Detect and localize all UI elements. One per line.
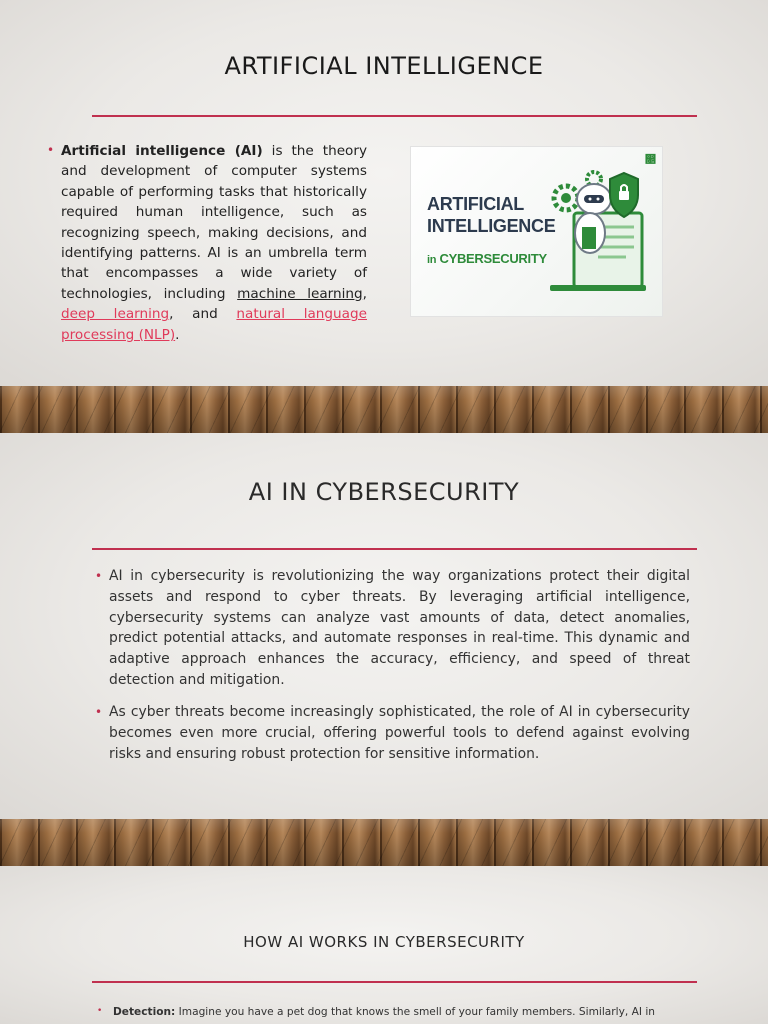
slide-1: [0, 0, 768, 386]
deep-learning-link[interactable]: deep learning: [61, 306, 170, 323]
gfg-logo-icon: ෕: [645, 154, 656, 166]
title-divider: [92, 981, 697, 983]
slide-2: [0, 433, 768, 819]
bullet-dot: •: [97, 1006, 103, 1016]
definition-text: is the theory and development of computer systems capable of performing tasks that historically required human intelligence, such as recognizing speech, making decisions, and identifying patterns. AI is an umbrella term that encompasses a wide variety of technologies, including: [61, 143, 368, 302]
slide-3-title: HOW AI WORKS IN CYBERSECURITY: [243, 933, 525, 951]
machine-learning-link[interactable]: machine learning: [237, 285, 363, 302]
wood-floor-divider: [0, 386, 768, 433]
slide-3: [0, 866, 768, 1024]
separator: , and: [169, 306, 237, 323]
bullet-dot: •: [95, 569, 103, 583]
bold-lead: Artificial intelligence (AI): [61, 143, 263, 159]
title-divider: [92, 115, 697, 117]
wood-floor-divider: [0, 819, 768, 866]
detection-text: Imagine you have a pet dog that knows the smell of your family members. Similarly, AI in: [175, 1006, 655, 1018]
slide-2-title: AI IN CYBERSECURITY: [248, 478, 520, 506]
detection-paragraph: [113, 1005, 690, 1019]
slide-1-title: ARTIFICIAL INTELLIGENCE: [224, 52, 544, 80]
ai-definition-paragraph: [61, 141, 367, 345]
illustration-subheading: [427, 251, 547, 266]
bullet-dot: •: [47, 143, 55, 157]
illustration-line-2: INTELLIGENCE: [427, 216, 556, 236]
ai-cybersecurity-illustration: [410, 146, 663, 317]
illustration-line-1: ARTIFICIAL: [427, 194, 524, 214]
ai-cybersecurity-paragraph-1: AI in cybersecurity is revolutionizing the way organizations protect their digital assets and respond to cyber threats. By leveraging artificial intelligence, cybersecurity systems can analyze vast amounts of data, detect anomalies, predict potential attacks, and automate responses in real-time. This dynamic and adaptive approach enhances the accuracy, efficiency, and speed of threat detection and mitigation.: [109, 568, 690, 688]
illustration-heading: [427, 193, 555, 237]
nlp-link[interactable]: natural language processing (NLP): [61, 306, 367, 343]
ai-cybersecurity-paragraph-2: As cyber threats become increasingly sophisticated, the role of AI in cybersecurity becomes even more crucial, offering powerful tools to defend against evolving risks and ensuring robust protection for sensitive information.: [109, 704, 690, 762]
bullet-dot: •: [95, 705, 103, 719]
robot-shield-icon: [546, 165, 666, 315]
illustration-line-3: CYBERSECURITY: [439, 251, 547, 266]
period: .: [175, 326, 180, 343]
title-divider: [92, 548, 697, 550]
separator: ,: [362, 285, 367, 302]
illustration-prefix: in: [427, 254, 437, 266]
detection-label: Detection:: [113, 1006, 176, 1018]
